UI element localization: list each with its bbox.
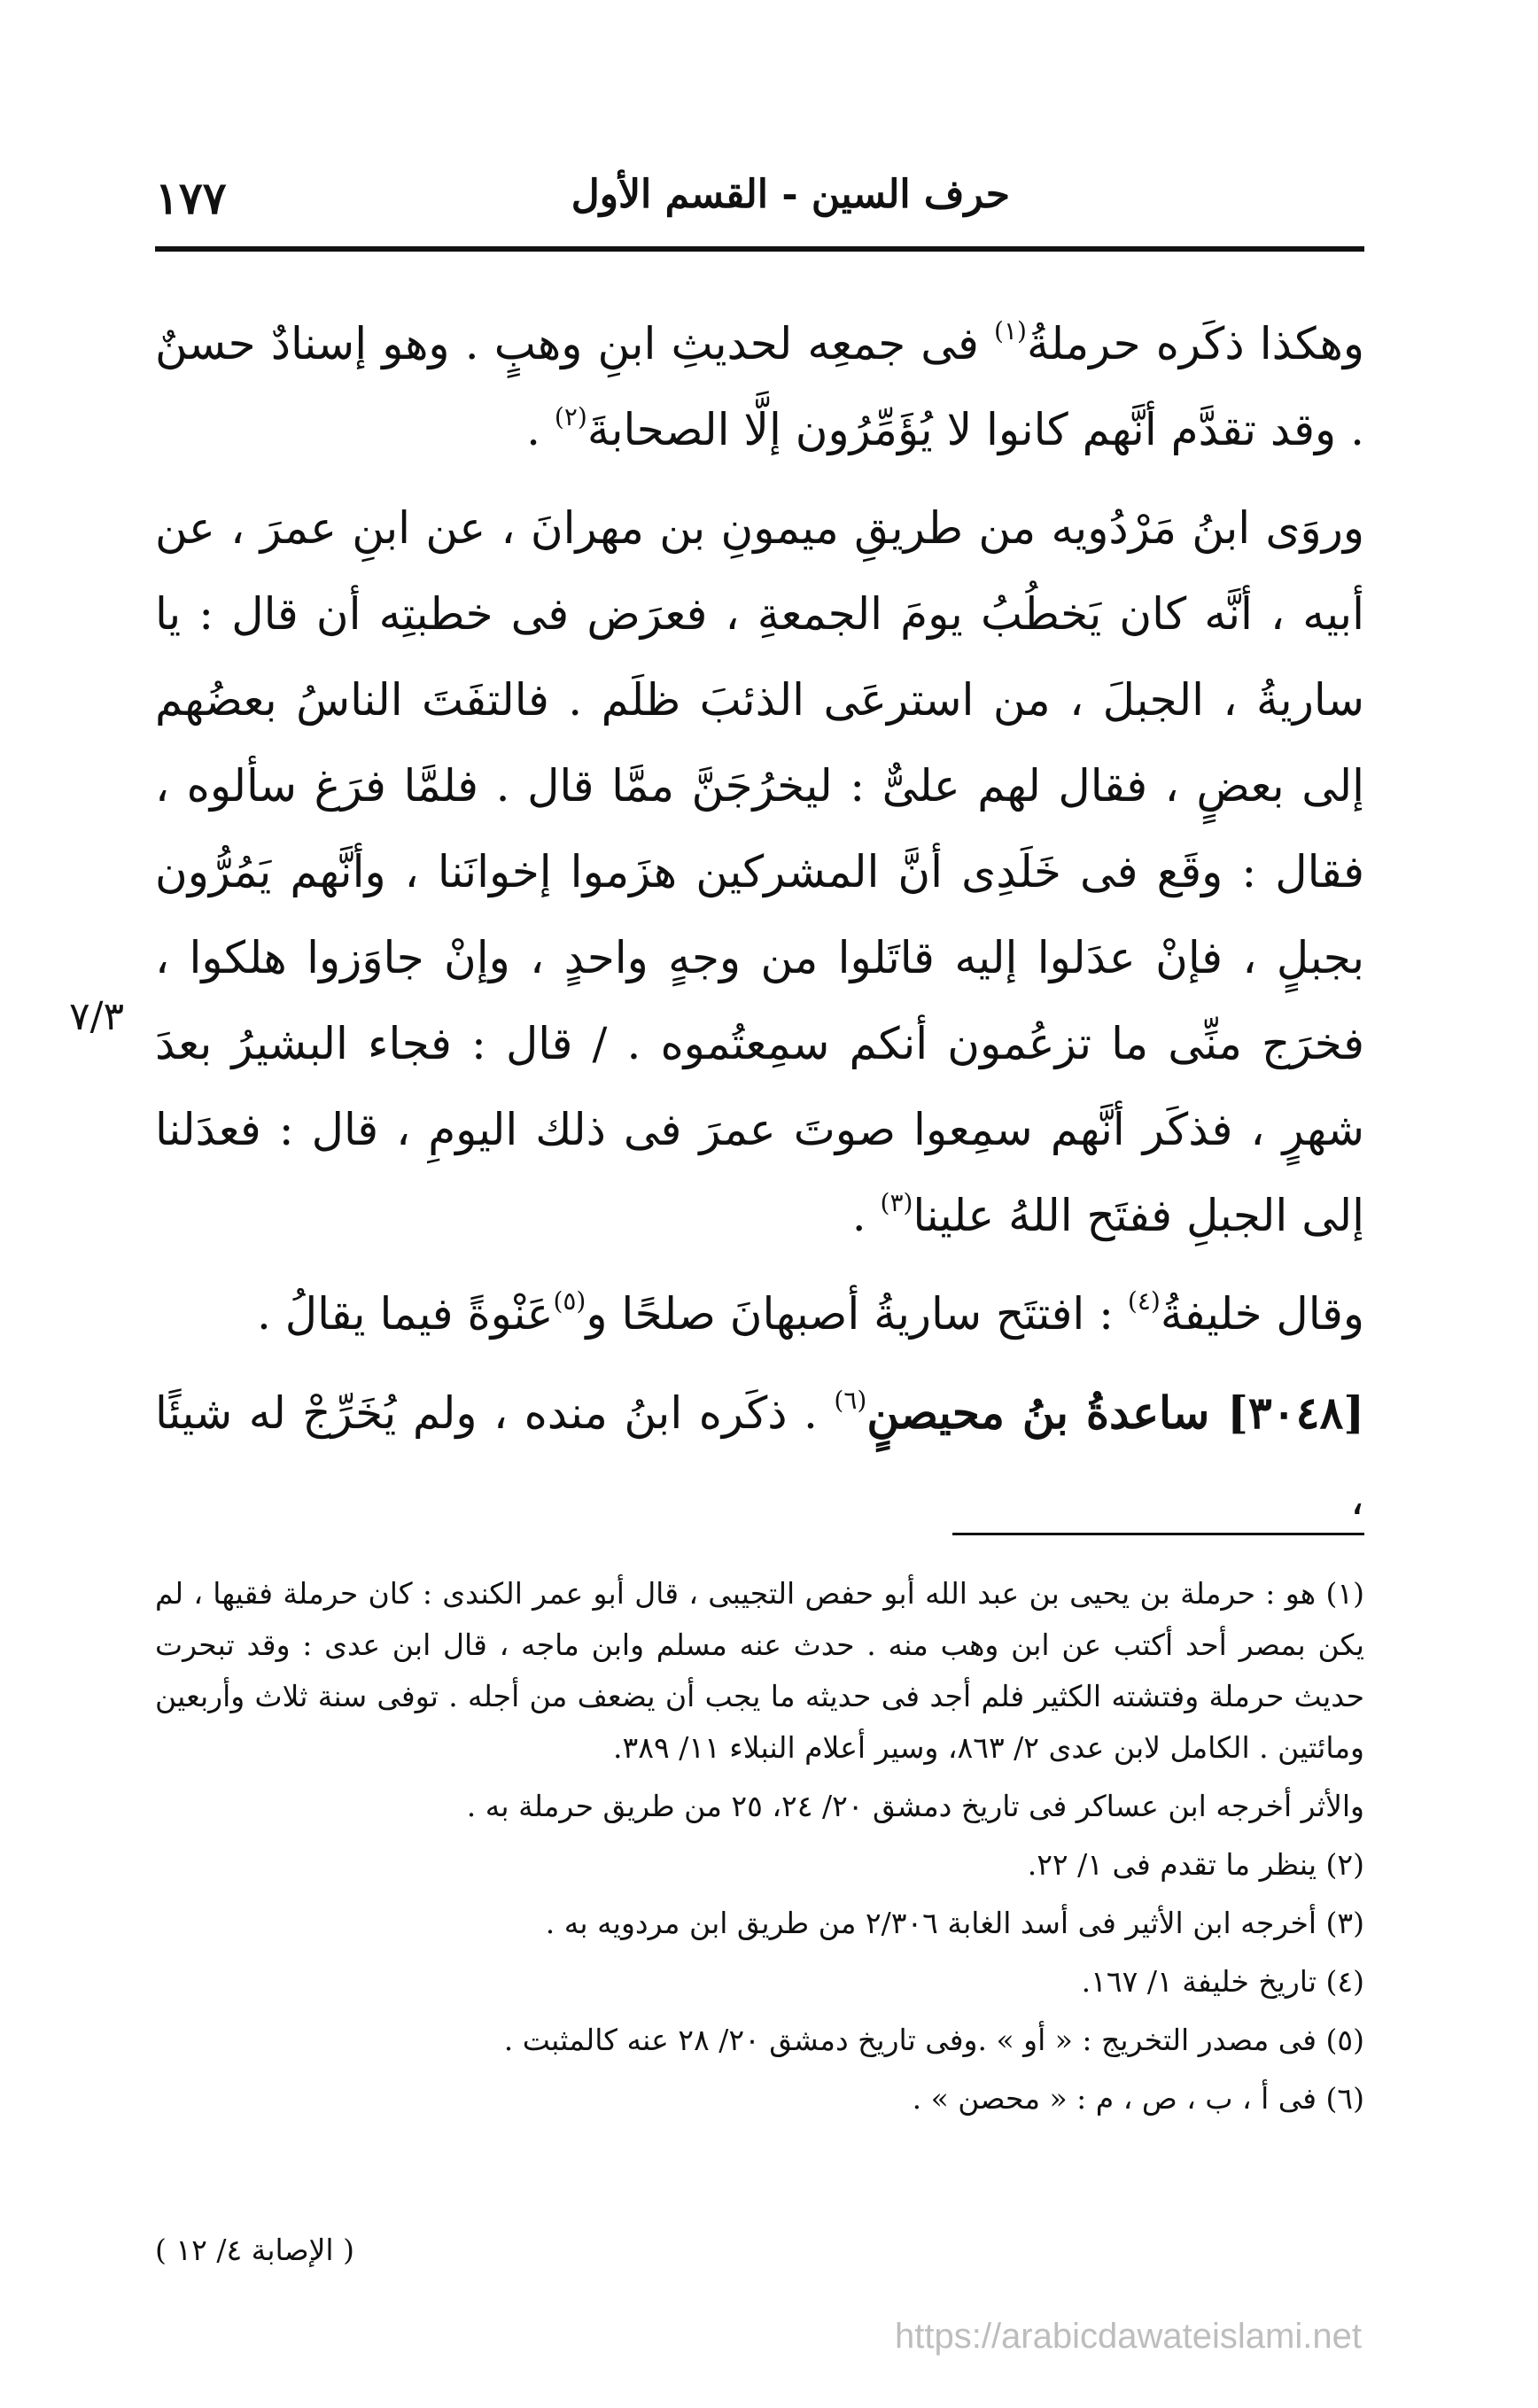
footnote-ref[interactable]: (٦) — [834, 1386, 867, 1416]
footnote-3: (٣) أخرجه ابن الأثير فى أسد الغابة ٢/٣٠٦ من طريق ابن مردويه به . — [545, 1906, 1364, 1940]
main-text — [155, 301, 1364, 1542]
page-header — [155, 161, 1364, 250]
footnotes — [155, 1568, 1364, 2124]
footnote-1: (١) هو : حرملة بن يحيى بن عبد الله أبو حفص التجيبى ، قال أبو عمر الكندى : كان حرملة فقيها ، لم يكن بمصر أحد أكتب عن ابن وهب منه . حدث عنه مسلم وابن ماجه ، قال ابن عدى : وقد تبحرت حديث حرملة وفتشته الكثير فلم أجد فى حديثه ما يجب أن يضعف من أجله . توفى سنة ثلاث وأربعين ومائتين . الكامل لابن عدى ٢/ ٨٦٣، وسير أعلام النبلاء ١١/ ٣٨٩. — [155, 1576, 1364, 1765]
footnote-6: (٦) فى أ ، ب ، ص ، م : « محصن » . — [912, 2081, 1364, 2116]
footnote-ref[interactable]: (٥) — [553, 1286, 586, 1317]
footnote-2: (٢) ينظر ما تقدم فى ١/ ٢٢. — [1027, 1847, 1364, 1882]
text-segment: عَنْوةً فيما يقالُ . — [257, 1288, 554, 1340]
text-segment: وروَى ابنُ مَرْدُويه من طريقِ ميمونِ بن مهرانَ ، عن ابنِ عمرَ ، عن أبيه ، أنَّه كان يَخطُبُ يومَ الجمعةِ ، فعرَض فى خطبتِه أن قال : يا ساريةُ ، الجبلَ ، من استرعَى الذئبَ ظلَم . فالتفَتَ الناسُ بعضُهم إلى بعضٍ ، فقال لهم علىٌّ : ليخرُجَنَّ ممَّا قال . فلمَّا فرَغ سألوه ، فقال : وقَع فى خَلَدِى أنَّ المشركين هزَموا إخوانَنا ، وأنَّهم يَمُرُّون بجبلٍ ، فإنْ عدَلوا إليه قاتَلوا من وجهٍ واحدٍ ، وإنْ جاوَزوا هلكوا ، فخرَج منِّى ما تزعُمون أنكم سمِعتُموه . / قال : فجاء البشيرُ بعدَ شهرٍ ، فذكَر أنَّهم سمِعوا صوتَ عمرَ فى ذلك اليومِ ، قال : فعدَلنا إلى الجبلِ ففتَح اللهُ علينا — [155, 502, 1364, 1241]
footnote-1-continued: والأثر أخرجه ابن عساكر فى تاريخ دمشق ٢٠/ ٢٤، ٢٥ من طريق حرملة به . — [466, 1789, 1364, 1823]
text-segment: : افتتَح ساريةُ أصبهانَ صلحًا و — [586, 1288, 1128, 1340]
footnote-rule — [952, 1533, 1364, 1535]
footnote-ref[interactable]: (٣) — [880, 1188, 913, 1218]
paragraph-mardawayh — [155, 485, 1364, 1259]
entry-number: [٣٠٤٨] — [1227, 1387, 1365, 1439]
text-segment: . — [851, 1190, 881, 1241]
volume-signature: ( الإصابة ٤/ ١٢ ) — [155, 2233, 354, 2267]
header-rule — [155, 246, 1364, 252]
page-number: ١٧٧ — [155, 172, 227, 224]
footnote-5: (٥) فى مصدر التخريج : « أو » .وفى تاريخ دمشق ٢٠/ ٢٨ عنه كالمثبت . — [503, 2023, 1364, 2057]
margin-note: ٧/٣ — [69, 994, 125, 1039]
watermark-url: https://arabicdawateislami.net — [895, 2317, 1362, 2356]
footnote-4: (٤) تاريخ خليفة ١/ ١٦٧. — [1081, 1964, 1364, 1999]
footnote-ref[interactable]: (٢) — [554, 402, 587, 432]
text-segment: فى جمعِه لحديثِ ابنِ وهبٍ . وهو إسنادٌ حسنٌ . وقد تقدَّم أنَّهم كانوا لا يُؤَمِّرُون إلَّا الصحابةَ — [155, 318, 1364, 455]
text-segment: وقال خليفةُ — [1160, 1288, 1364, 1340]
entry-name: ساعدةُ بنُ محيصنٍ — [866, 1387, 1228, 1439]
footnote-ref[interactable]: (١) — [994, 316, 1027, 346]
paragraph-khalifa — [155, 1271, 1364, 1357]
footnote-ref[interactable]: (٤) — [1127, 1286, 1161, 1317]
paragraph-harmala — [155, 301, 1364, 473]
running-title: حرف السين - القسم الأول — [571, 172, 1010, 217]
paragraph-entry-3048 — [155, 1370, 1364, 1542]
text-segment: . ذكَره ابنُ منده ، ولم يُخَرِّجْ له شيئًا ، — [155, 1387, 1364, 1525]
text-segment: . — [526, 404, 555, 455]
text-segment: وهكذا ذكَره حرملةُ — [1026, 318, 1364, 369]
